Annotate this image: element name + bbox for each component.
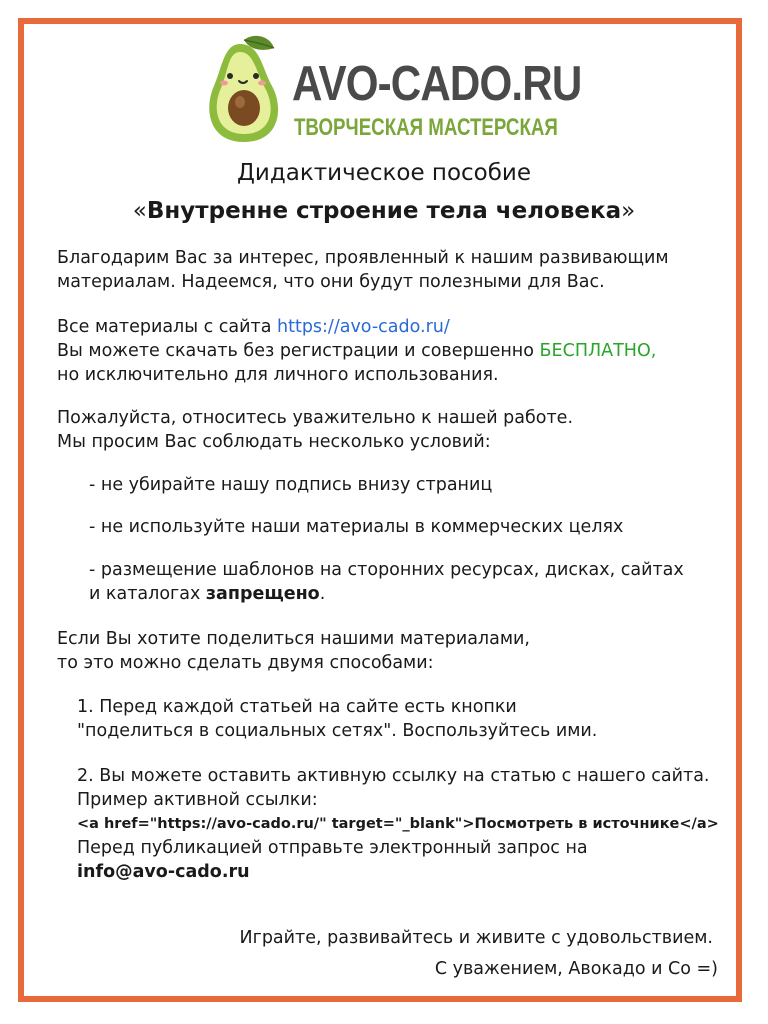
intro-paragraph: Благодарим Вас за интерес, проявленный к нашим развивающим материалам. Надеемся, что они будут полезными для Вас. [57, 248, 669, 292]
document-title: «Внутренне строение тела человека» [132, 198, 636, 224]
document-subtitle: Дидактическое пособие [236, 160, 532, 186]
condition-3: - размещение шаблонов на сторонних ресурсах, дисках, сайтах и каталогах запрещено. [89, 560, 684, 604]
share-way-2: 2. Вы можете оставить активную ссылку на статью с нашего сайта. Пример активной ссылки: <a href="https://avo-cado.ru/" target="_blank">Посмотреть в источнике</a> Перед публикацией отправьте электронный запрос на info@avo-cado.ru [77, 766, 719, 882]
closing-signature: С уважением, Авокадо и Со =) [434, 959, 718, 979]
avocado-icon [200, 34, 290, 146]
logo [200, 34, 580, 146]
share-paragraph: Если Вы хотите поделиться нашими материалами, то это можно сделать двумя способами: [57, 629, 530, 673]
contact-email[interactable]: info@avo-cado.ru [77, 862, 250, 882]
brand-name: AVO-CADO.RU [292, 57, 582, 111]
closing-wish: Играйте, развивайтесь и живите с удовольствием. [239, 928, 713, 948]
free-label: БЕСПЛАТНО, [539, 341, 657, 361]
request-paragraph: Пожалуйста, относитесь уважительно к нашей работе. Мы просим Вас соблюдать несколько условий: [57, 408, 574, 452]
brand-tagline: ТВОРЧЕСКАЯ МАСТЕРСКАЯ [294, 114, 558, 141]
share-way-1: 1. Перед каждой статьей на сайте есть кнопки "поделиться в социальных сетях". Воспользуйтесь ими. [77, 697, 598, 741]
condition-2: - не используйте наши материалы в коммерческих целях [89, 517, 624, 537]
link-code-example: <a href="https://avo-cado.ru/" target="_blank">Посмотреть в источнике</a> [77, 816, 719, 832]
condition-1: - не убирайте нашу подпись внизу страниц [89, 475, 493, 495]
terms-paragraph: Все материалы с сайта https://avo-cado.ru/ Вы можете скачать без регистрации и совершенно БЕСПЛАТНО, но исключительно для личного использования. [57, 317, 657, 385]
site-link[interactable]: https://avo-cado.ru/ [277, 317, 450, 337]
